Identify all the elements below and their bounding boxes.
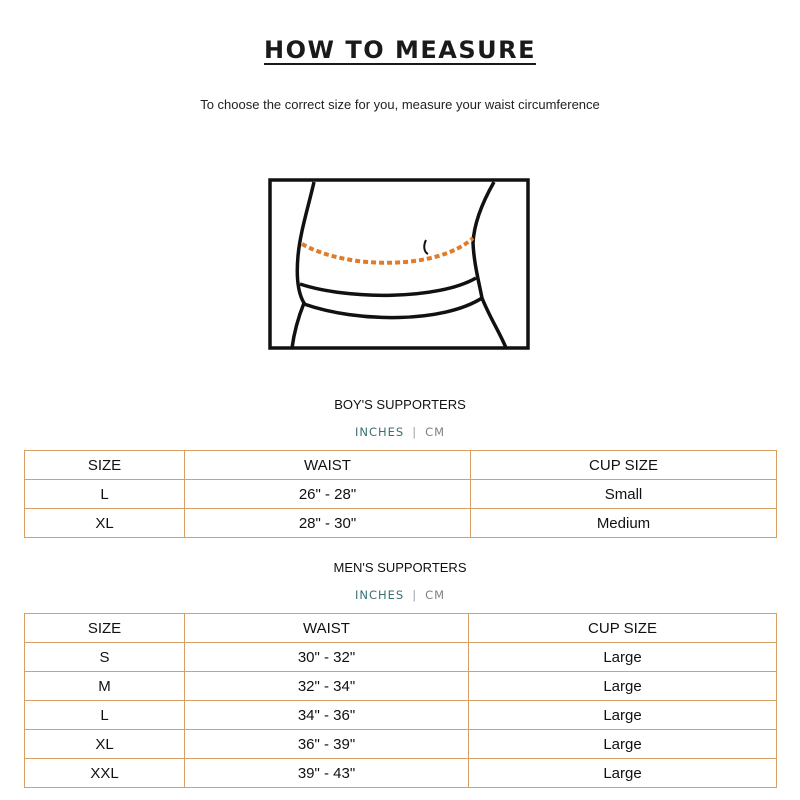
boys-section-title: BOY'S SUPPORTERS bbox=[334, 397, 466, 412]
cell-size: L bbox=[25, 480, 185, 509]
cell-waist: 34" - 36" bbox=[185, 701, 469, 730]
table-row bbox=[25, 643, 777, 672]
boys-unit-cm[interactable]: CM bbox=[425, 425, 446, 439]
table-row bbox=[25, 672, 777, 701]
boys-unit-inches[interactable]: INCHES bbox=[354, 425, 405, 439]
men-unit-inches[interactable]: INCHES bbox=[354, 588, 405, 602]
header-cup-size: CUP SIZE bbox=[471, 451, 777, 480]
cell-size: XXL bbox=[25, 759, 185, 788]
table-header-row bbox=[25, 614, 777, 643]
header-size: SIZE bbox=[25, 614, 185, 643]
cell-cup-size: Large bbox=[469, 730, 777, 759]
cell-waist: 36" - 39" bbox=[185, 730, 469, 759]
table-row bbox=[25, 701, 777, 730]
men-unit-cm[interactable]: CM bbox=[425, 588, 446, 602]
table-row bbox=[25, 759, 777, 788]
cell-size: M bbox=[25, 672, 185, 701]
header-waist: WAIST bbox=[185, 614, 469, 643]
cell-cup-size: Large bbox=[469, 643, 777, 672]
waist-measure-illustration bbox=[268, 178, 530, 350]
boys-size-table bbox=[24, 450, 777, 538]
cell-size: L bbox=[25, 701, 185, 730]
cell-cup-size: Large bbox=[469, 759, 777, 788]
cell-cup-size: Large bbox=[469, 701, 777, 730]
cell-size: XL bbox=[25, 509, 185, 538]
men-unit-toggle bbox=[0, 588, 800, 602]
cell-waist: 28" - 30" bbox=[185, 509, 471, 538]
cell-cup-size: Medium bbox=[471, 509, 777, 538]
men-section-title: MEN'S SUPPORTERS bbox=[333, 560, 467, 575]
table-header-row bbox=[25, 451, 777, 480]
table-row bbox=[25, 730, 777, 759]
page-title: HOW TO MEASURE bbox=[264, 36, 536, 64]
boys-unit-toggle bbox=[0, 425, 800, 439]
header-cup-size: CUP SIZE bbox=[469, 614, 777, 643]
cell-cup-size: Large bbox=[469, 672, 777, 701]
cell-waist: 39" - 43" bbox=[185, 759, 469, 788]
cell-size: XL bbox=[25, 730, 185, 759]
men-size-table bbox=[24, 613, 777, 788]
men-unit-separator: | bbox=[412, 588, 418, 602]
page-subtitle: To choose the correct size for you, measure your waist circumference bbox=[200, 97, 600, 112]
cell-waist: 26" - 28" bbox=[185, 480, 471, 509]
boys-unit-separator: | bbox=[412, 425, 418, 439]
cell-waist: 30" - 32" bbox=[185, 643, 469, 672]
header-waist: WAIST bbox=[185, 451, 471, 480]
cell-cup-size: Small bbox=[471, 480, 777, 509]
table-row bbox=[25, 480, 777, 509]
cell-waist: 32" - 34" bbox=[185, 672, 469, 701]
table-row bbox=[25, 509, 777, 538]
header-size: SIZE bbox=[25, 451, 185, 480]
cell-size: S bbox=[25, 643, 185, 672]
